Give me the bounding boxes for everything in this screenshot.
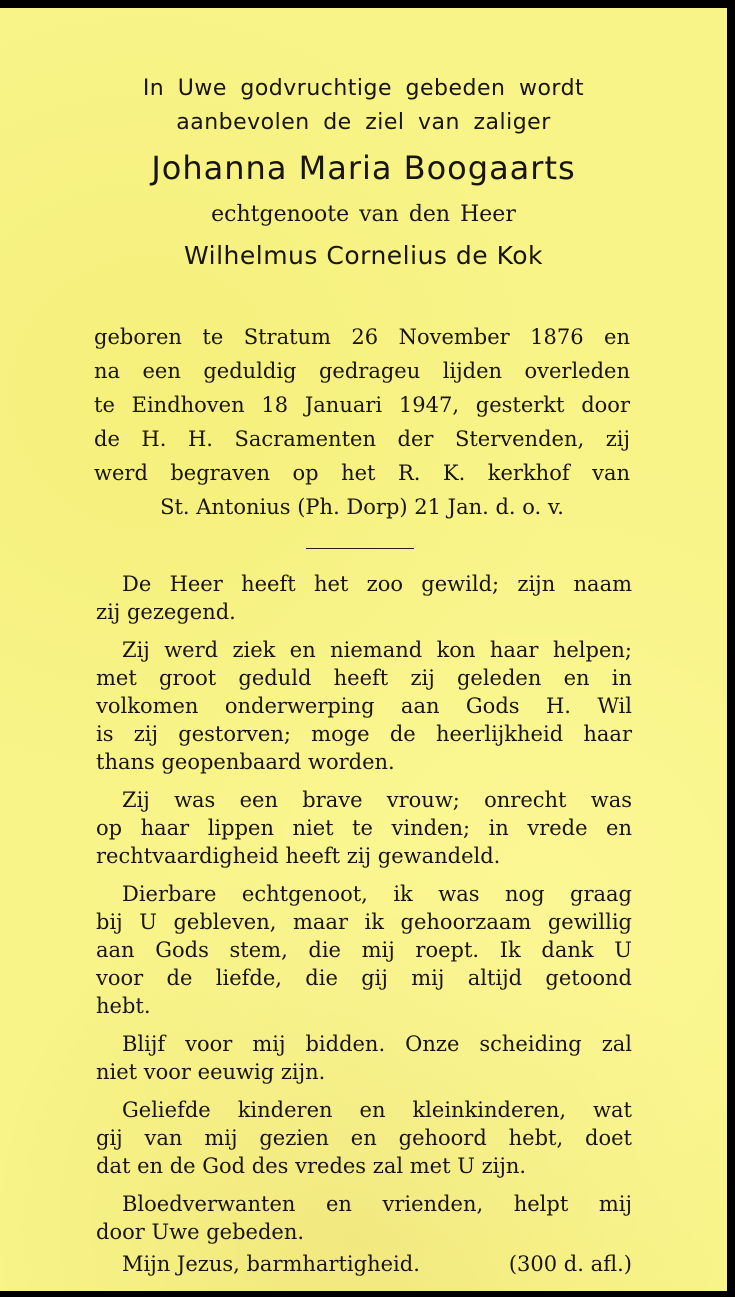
bio-line: werd begraven op het R. K. kerkhof van (94, 461, 630, 485)
verse-line: Geliefde kinderen en kleinkinderen, wat (122, 1098, 632, 1122)
intro-line: aanbevolen de ziel van zaliger (176, 110, 551, 135)
memorial-card (0, 8, 727, 1291)
verse-line: Bloedverwanten en vrienden, helpt mij (122, 1192, 632, 1216)
verse-line: thans geopenbaard worden. (96, 750, 395, 774)
bio-line: geboren te Stratum 26 November 1876 en (94, 325, 630, 349)
bio-line: na een geduldig gedrageu lijden overleden (94, 359, 630, 383)
verse-line: volkomen onderwerping aan Gods H. Wil (96, 694, 632, 718)
verse-line: dat en de God des vredes zal met U zijn. (96, 1154, 527, 1178)
verse-line: bij U gebleven, maar ik gehoorzaam gewillig (96, 910, 632, 934)
prayer-text: Mijn Jezus, barmhartigheid. (122, 1252, 420, 1276)
verse-line: rechtvaardigheid heeft zij gewandeld. (96, 844, 501, 868)
verse-line: Zij werd ziek en niemand kon haar helpen; (122, 638, 632, 662)
verse-line: hebt. (96, 994, 151, 1018)
verse-paragraph (96, 786, 632, 870)
verse-paragraph (96, 1096, 632, 1180)
relation-line: echtgenoote van den Heer (211, 202, 516, 227)
verse-line: is zij gestorven; moge de heerlijkheid haar (96, 722, 632, 746)
verse-line: Zij was een brave vrouw; onrecht was (122, 788, 632, 812)
deceased-name: Johanna Maria Boogaarts (151, 149, 576, 187)
card-header (0, 72, 727, 278)
verse-line: niet voor eeuwig zijn. (96, 1060, 326, 1084)
bio-line: St. Antonius (Ph. Dorp) 21 Jan. d. o. v. (160, 495, 564, 519)
verse-line: zij gezegend. (96, 600, 236, 624)
verse-paragraph (96, 636, 632, 776)
verse-line: Blijf voor mij bidden. Onze scheiding zal (122, 1032, 632, 1056)
biography (94, 320, 630, 524)
verse-line: gij van mij gezien en gehoord hebt, doet (96, 1126, 632, 1150)
verse-line: Dierbare echtgenoot, ik was nog graag (122, 882, 632, 906)
verse-line: aan Gods stem, die mij roept. Ik dank U (96, 938, 632, 962)
indulgence-note: (300 d. afl.) (508, 1252, 632, 1276)
bio-line: de H. H. Sacramenten der Stervenden, zij (94, 427, 630, 451)
verse-line: De Heer heeft het zoo gewild; zijn naam (122, 572, 632, 596)
bio-line: te Eindhoven 18 Januari 1947, gesterkt door (94, 393, 630, 417)
intro-line: In Uwe godvruchtige gebeden wordt (142, 76, 585, 101)
verse-paragraph (96, 1030, 632, 1086)
verses (96, 570, 632, 1278)
verse-paragraph (96, 880, 632, 1020)
verse-paragraph (96, 570, 632, 626)
husband-name: Wilhelmus Cornelius de Kok (183, 241, 544, 270)
verse-line: met groot geduld heeft zij geleden en in (96, 666, 632, 690)
verse-paragraph (96, 1190, 632, 1246)
verse-line: door Uwe gebeden. (96, 1220, 305, 1244)
closing-prayer (96, 1250, 632, 1278)
divider-rule (306, 548, 414, 549)
verse-line: voor de liefde, die gij mij altijd getoond (96, 966, 632, 990)
verse-line: op haar lippen niet te vinden; in vrede en (96, 816, 632, 840)
